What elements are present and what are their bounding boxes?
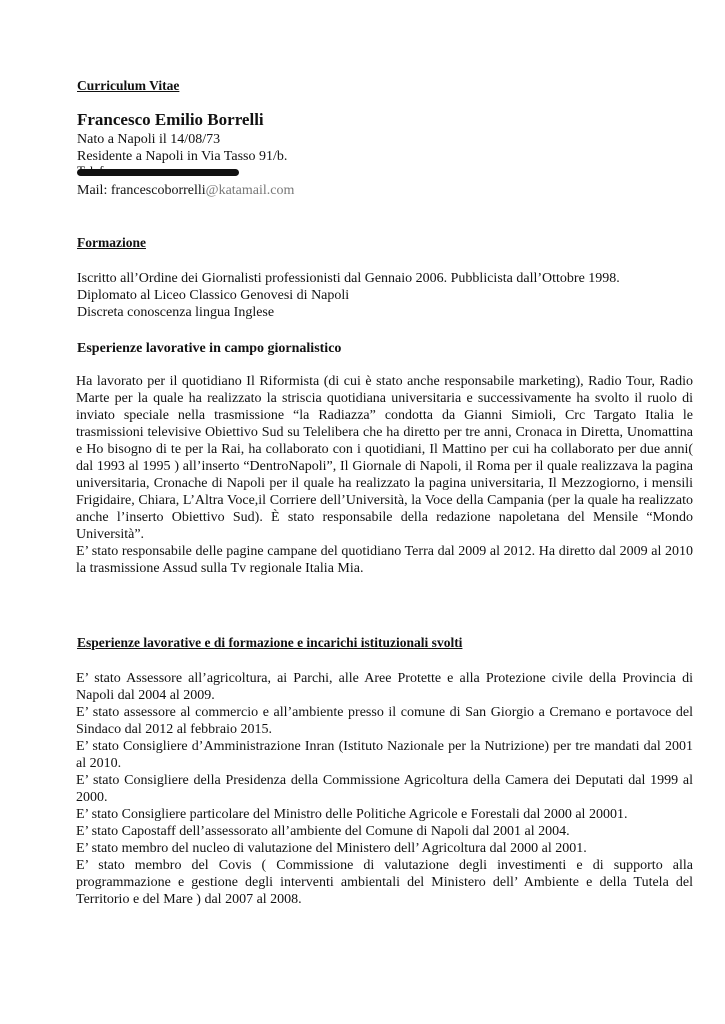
residence-info: Residente a Napoli in Via Tasso 91/b. (77, 149, 288, 164)
giornalismo-paragraph: E’ stato responsabile delle pagine campane del quotidiano Terra dal 2009 al 2012. Ha diretto dal 2009 al 2010 la trasmissione Assud sulla Tv regionale Italia Mia. (76, 544, 693, 576)
incarico-item: E’ stato Consigliere d’Amministrazione Inran (Istituto Nazionale per la Nutrizione) per tre mandati dal 2001 al 2010. (76, 739, 693, 771)
incarico-item: E’ stato membro del nucleo di valutazione del Ministero dell’ Agricoltura dal 2000 al 2001. (76, 841, 587, 856)
incarico-item: E’ stato Consigliere della Presidenza della Commissione Agricoltura della Camera dei Deputati dal 1999 al 2000. (76, 773, 693, 805)
incarico-item: E’ stato membro del Covis ( Commissione di valutazione degli investimenti e di supporto alla programmazione e gestione degli interventi ambientali del Ministero dell’ Ambiente e della Tutela del Territorio e del Mare ) dal 2007 al 2008. (76, 858, 693, 907)
incarico-item: E’ stato Assessore all’agricoltura, ai Parchi, alle Aree Protette e alla Protezione civile della Provincia di Napoli dal 2004 al 2009. (76, 671, 693, 703)
section-heading-giornalismo: Esperienze lavorative in campo giornalistico (77, 341, 342, 356)
person-name: Francesco Emilio Borrelli (77, 110, 264, 129)
giornalismo-body (76, 373, 693, 577)
istituzionali-body (76, 670, 693, 908)
giornalismo-paragraph: Ha lavorato per il quotidiano Il Riformista (di cui è stato anche responsabile marketing), Radio Tour, Radio Marte per la quale ha realizzato la striscia quotidiana universitaria e successivamente ha svolto il ruolo di inviato speciale nella trasmissione “la Radiazza” condotta da Gianni Simioli, Crc Targato Italia le trasmissioni televisive Obiettivo Sud su Telelibera che ha diretto per tre anni, Cronaca in Diretta, Unomattina e Ho bisogno di te per la Rai, ha collaborato con i quotidiani, Il Mattino per cui ha collaborato per due anni( dal 1993 al 1995 ) all’inserto “DentroNapoli”, Il Giornale di Napoli, il Roma per il quale realizzava la pagina universitaria, Cronache di Napoli per il quale ha realizzato la pagina universitaria, Il Mezzogiorno, i mensili Frigidaire, Chiara, L’Altra Voce,il Corriere dell’Università, la Voce della Campania (per la quale ha realizzato anche l’inserto Obiettivo Sud). È stato responsabile della redazione napoletana del Mensile “Mondo Università”. (76, 374, 693, 542)
email-line (77, 182, 294, 199)
section-heading-formazione: Formazione (77, 235, 146, 250)
formazione-line-2: Diplomato al Liceo Classico Genovesi di Napoli (77, 288, 350, 303)
formazione-line-3: Discreta conoscenza lingua Inglese (77, 305, 275, 320)
birth-info: Nato a Napoli il 14/08/73 (77, 132, 221, 147)
formazione-line-1: Iscritto all’Ordine dei Giornalisti professionisti dal Gennaio 2006. Pubblicista dall’Ottobre 1998. (77, 271, 620, 286)
incarico-item: E’ stato Capostaff dell’assessorato all’ambiente del Comune di Napoli dal 2001 al 2004. (76, 824, 570, 839)
incarico-item: E’ stato Consigliere particolare del Ministro delle Politiche Agricole e Forestali dal 2000 al 20001. (76, 807, 628, 822)
document-title: Curriculum Vitae (77, 78, 180, 93)
redaction-bar (77, 169, 239, 176)
incarico-item: E’ stato assessore al commercio e all’ambiente presso il comune di San Giorgio a Cremano e portavoce del Sindaco dal 2012 al febbraio 2015. (76, 705, 693, 737)
phone-line (77, 163, 237, 180)
section-heading-istituzionali: Esperienze lavorative e di formazione e incarichi istituzionali svolti (77, 635, 463, 650)
email-host: @katamail.com (205, 183, 295, 198)
redacted-phone (77, 167, 237, 177)
email-label: Mail: francescoborrelli (77, 183, 206, 198)
